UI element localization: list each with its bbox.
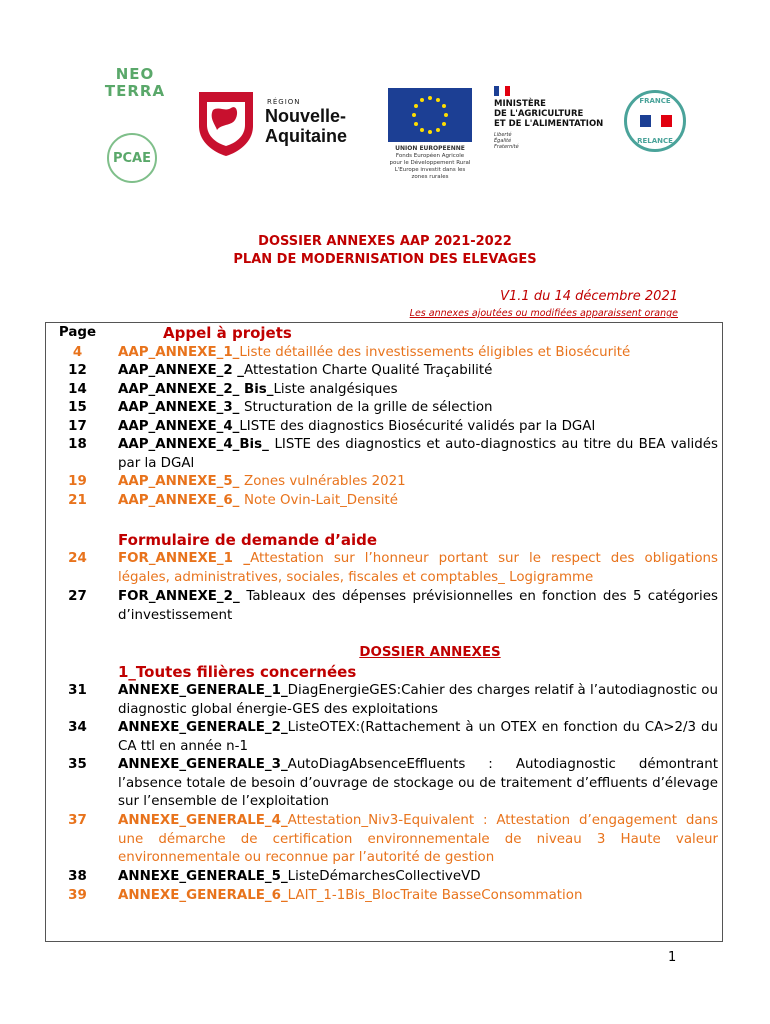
france-relance-logo [624,90,686,152]
dossier-annexes-header: DOSSIER ANNEXES [359,645,501,660]
pcae-logo [107,133,157,183]
row-page: 19 [68,474,87,489]
row-page: 31 [68,683,87,698]
appel-projets-header: Appel à projets [163,324,292,342]
row-page: 24 [68,551,87,566]
page-number: 1 [668,950,677,965]
annex-desc: Attestation_Niv3-Equivalent : Attestation d’engagement dans une démarche de certification environnementale de niveau 3 Haute valeur environnementale ou reconnue par l’autorité de gestion [118,813,718,865]
row-page: 12 [68,363,87,378]
orange-note: Les annexes ajoutées ou modifiées apparaissent orange [409,308,678,319]
toutes-filieres-header: 1_Toutes filières concernées [118,663,357,681]
row-page: 39 [68,888,87,903]
annex-name: ANNEXE_GENERALE_3_ [118,757,288,772]
ministere-line2: DE L'AGRICULTURE [494,109,584,119]
annex-desc: Attestation sur l’honneur portant sur le respect des obligations légales, administratives, sociales, fiscales et comptables_ Logigramme [118,551,718,585]
eu-line1: Fonds Européen Agricole [395,153,465,159]
relance-bottom-text: RELANCE [637,137,673,145]
region-name-line2: Aquitaine [265,126,348,146]
motto-fraternite: Fraternité [494,144,519,150]
region-label: RÉGION [267,98,301,106]
annex-name: AAP_ANNEXE_3_ [118,400,245,415]
region-name [265,106,347,146]
neoterra-line2: TERRA [104,82,166,100]
region-nouvelle-aquitaine-logo [195,86,365,160]
annex-name: AAP_ANNEXE_2 _ [118,363,245,378]
annex-desc: Structuration de la grille de sélection [244,400,493,415]
row-page: 38 [68,869,87,884]
annex-name: ANNEXE_GENERALE_2_ [118,720,288,735]
ministere-line1: MINISTÈRE [494,99,546,109]
version-label: V1.1 du 14 décembre 2021 [500,289,678,304]
relance-flags-icon [640,115,672,127]
eu-caption [388,145,472,181]
annex-name: AAP_ANNEXE_2_ Bis_ [118,382,274,397]
row-page: 34 [68,720,87,735]
row-page: 4 [72,345,83,360]
eu-logo [388,88,472,178]
formulaire-header: Formulaire de demande d’aide [118,531,378,549]
annex-desc: Zones vulnérables 2021 [244,474,406,489]
motto-egalite: Égalité [494,138,512,144]
document-title: DOSSIER ANNEXES AAP 2021-2022 [258,234,512,249]
annex-desc: LISTE des diagnostics Biosécurité validés par la DGAl [239,419,596,434]
row-page: 15 [68,400,87,415]
annex-name: FOR_ANNEXE_1 _ [118,551,251,566]
annex-desc: LAIT_1-1Bis_BlocTraite BasseConsommation [287,888,583,903]
neoterra-logo [100,66,170,112]
annex-name: ANNEXE_GENERALE_4_ [118,813,288,828]
ministere-line3: ET DE L'ALIMENTATION [494,119,604,129]
eu-line3: L'Europe investit dans les [394,167,466,173]
annex-desc: LISTE des diagnostics et auto-diagnostics au titre du BEA validés par la DGAl [118,437,718,471]
annex-desc: Liste analgésiques [273,382,398,397]
annex-desc: Attestation Charte Qualité Traçabilité [244,363,493,378]
neoterra-line1: NEO [115,65,155,83]
annex-name: AAP_ANNEXE_6_ [118,493,245,508]
row-page: 35 [68,757,87,772]
row-page: 14 [68,382,87,397]
annex-name: ANNEXE_GENERALE_1_ [118,683,288,698]
annex-name: AAP_ANNEXE_4_ [118,419,240,434]
annex-name: AAP_ANNEXE_4_Bis_ [118,437,275,452]
annex-desc: ListeOTEX:(Rattachement à un OTEX en fonction du CA>2/3 du CA ttl en année n-1 [118,720,718,754]
ministere-agriculture-logo [494,86,614,156]
annex-name: FOR_ANNEXE_2_ [118,589,247,604]
annex-name: ANNEXE_GENERALE_6_ [118,888,288,903]
ministere-title [494,99,614,129]
annex-name: AAP_ANNEXE_1_ [118,345,240,360]
annex-desc: DiagEnergieGES:Cahier des charges relatif à l’autodiagnostic ou diagnostic global énergie-GES des exploitations [118,683,718,717]
annex-desc: Note Ovin-Lait_Densité [244,493,399,508]
pcae-label: PCAE [112,150,151,166]
row-page: 18 [68,437,87,452]
relance-top-text: FRANCE [639,97,671,105]
annex-name: ANNEXE_GENERALE_5_ [118,869,288,884]
eu-line2: pour le Développement Rural [389,160,471,166]
row-page: 21 [68,493,87,508]
region-shield-icon [195,88,257,158]
page-column-header: Page [58,325,97,340]
document-subtitle: PLAN DE MODERNISATION DES ELEVAGES [233,252,537,267]
row-page: 17 [68,419,87,434]
region-name-line1: Nouvelle- [265,106,347,126]
eu-title: UNION EUROPEENNE [395,145,465,152]
ministere-motto [494,132,614,150]
row-page: 27 [68,589,87,604]
annex-desc: Tableaux des dépenses prévisionnelles en fonction des 5 catégories d’investissement [118,589,718,623]
french-flag-icon [494,86,510,96]
annex-desc: AutoDiagAbsenceEffluents : Autodiagnostic démontrant l’absence totale de besoin d’ouvrage de stockage ou de traitement d’effluents d’élevage sur l’ensemble de l’exploitation [118,757,718,809]
eu-line4: zones rurales [411,174,449,180]
annex-desc: Liste détaillée des investissements éligibles et Biosécurité [239,345,631,360]
eu-flag-icon [388,88,472,142]
annex-name: AAP_ANNEXE_5_ [118,474,245,489]
row-page: 37 [68,813,87,828]
annex-desc: ListeDémarchesCollectiveVD [287,869,481,884]
motto-liberte: Liberté [494,132,512,138]
